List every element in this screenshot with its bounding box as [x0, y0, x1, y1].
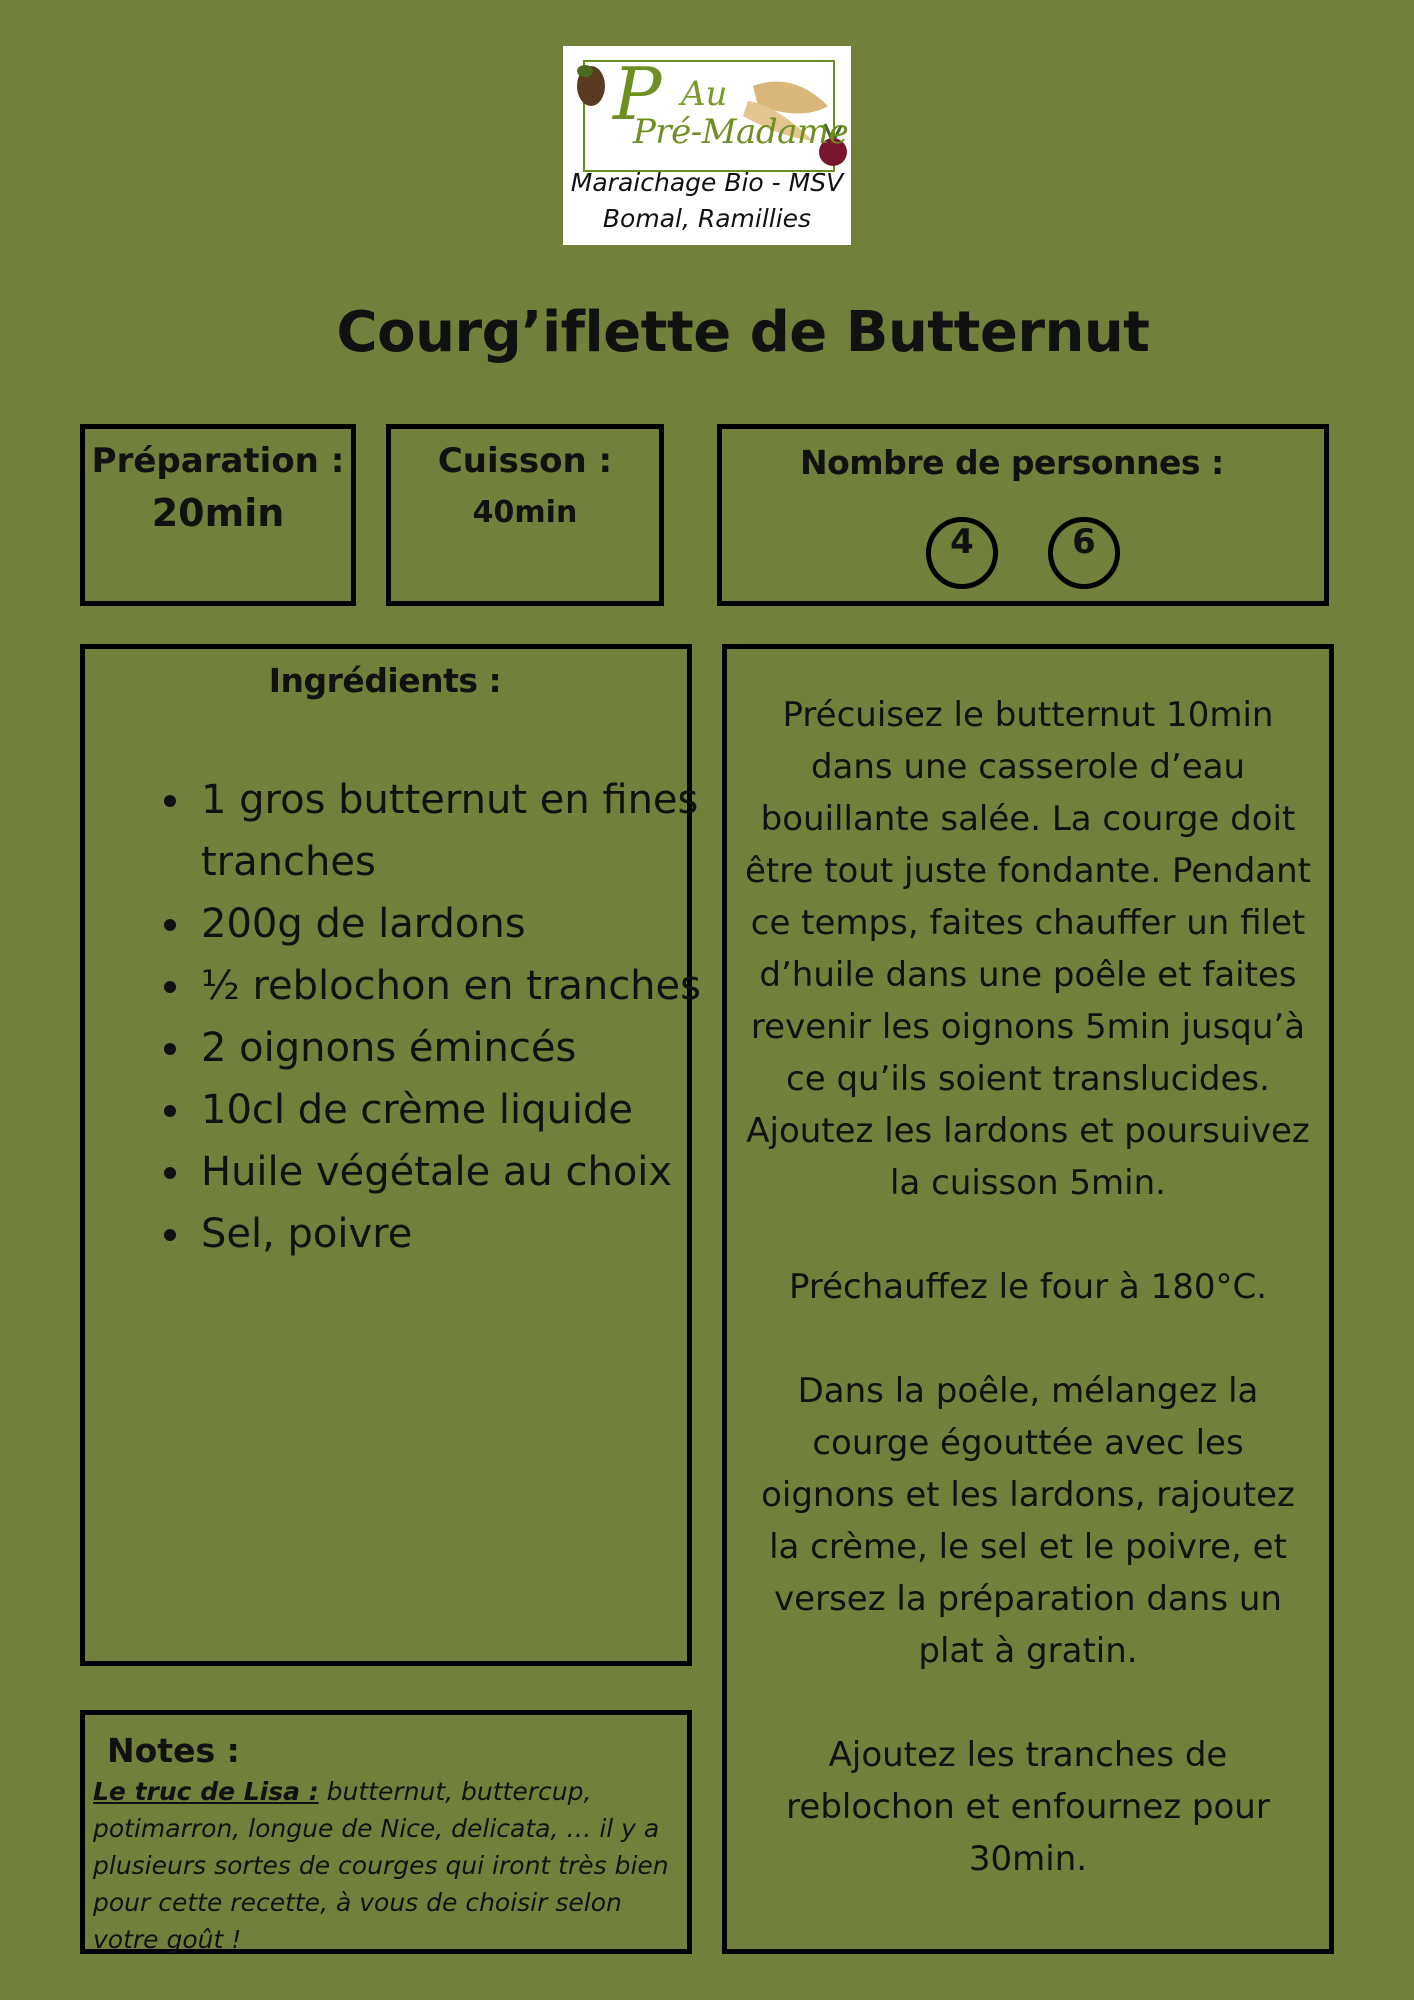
notes-tip-label: Le truc de Lisa :: [93, 1777, 319, 1806]
cook-time-value: 40min: [472, 495, 578, 530]
prep-time-label: Préparation :: [91, 441, 345, 481]
prep-time-box: [80, 424, 356, 606]
logo-name-line1: Au: [681, 74, 728, 114]
instructions-text: [745, 689, 1311, 1885]
notes-box: [80, 1710, 692, 1954]
celeriac-icon: [577, 65, 605, 106]
instructions-box: [722, 644, 1334, 1954]
ingredients-list: [135, 769, 715, 1265]
ingredient-item: • 1 gros butternut en fines tranches: [195, 769, 715, 893]
cook-time-box: [386, 424, 664, 606]
cook-time-label: Cuisson :: [437, 441, 613, 481]
notes-label: Notes :: [107, 1731, 240, 1770]
ingredient-item: • 10cl de crème liquide: [195, 1079, 715, 1141]
notes-tip-text: butternut, buttercup, potimarron, longue de Nice, delicata, … il y a plusieurs sortes de courges qui iront très bien pour cette recette, à vous de choisir selon votre goût !: [93, 1777, 669, 1954]
logo-tagline-2: Bomal, Ramillies: [602, 204, 812, 233]
servings-option-4[interactable]: 4: [926, 517, 998, 589]
servings-label: Nombre de personnes :: [800, 443, 1224, 482]
logo-letter-p: P: [613, 52, 662, 136]
instruction-step: Ajoutez les tranches de reblochon et enfournez pour 30min.: [786, 1735, 1270, 1879]
instruction-step: Dans la poêle, mélangez la courge égouttée avec les oignons et les lardons, rajoutez la crème, le sel et le poivre, et versez la préparation dans un plat à gratin.: [761, 1371, 1295, 1671]
ingredient-item: • 200g de lardons: [195, 893, 715, 955]
ingredient-item: • Huile végétale au choix: [195, 1141, 715, 1203]
logo-name-line2: Pré-Madame: [633, 112, 849, 152]
ingredient-item: • Sel, poivre: [195, 1203, 715, 1265]
ingredients-label: Ingrédients :: [268, 661, 502, 700]
servings-box: [717, 424, 1329, 606]
instruction-step: Précuisez le butternut 10min dans une casserole d’eau bouillante salée. La courge doit être tout juste fondante. Pendant ce temps, faites chauffer un filet d’huile dans une poêle et faites revenir les oignons 5min jusqu’à ce qu’ils soient translucides. Ajoutez les lardons et poursuivez la cuisson 5min.: [745, 695, 1311, 1203]
logo-tagline-1: Maraichage Bio - MSV: [570, 168, 844, 197]
notes-text: [93, 1773, 678, 1958]
ingredient-item: • ½ reblochon en tranches: [195, 955, 715, 1017]
prep-time-value: 20min: [151, 491, 285, 535]
instruction-step: Préchauffez le four à 180°C.: [788, 1267, 1268, 1307]
servings-option-6[interactable]: 6: [1048, 517, 1120, 589]
ingredient-item: • 2 oignons émincés: [195, 1017, 715, 1079]
farm-logo: [563, 46, 851, 245]
ingredients-box: [80, 644, 701, 1666]
recipe-title: Courg’iflette de Butternut: [336, 300, 1150, 365]
